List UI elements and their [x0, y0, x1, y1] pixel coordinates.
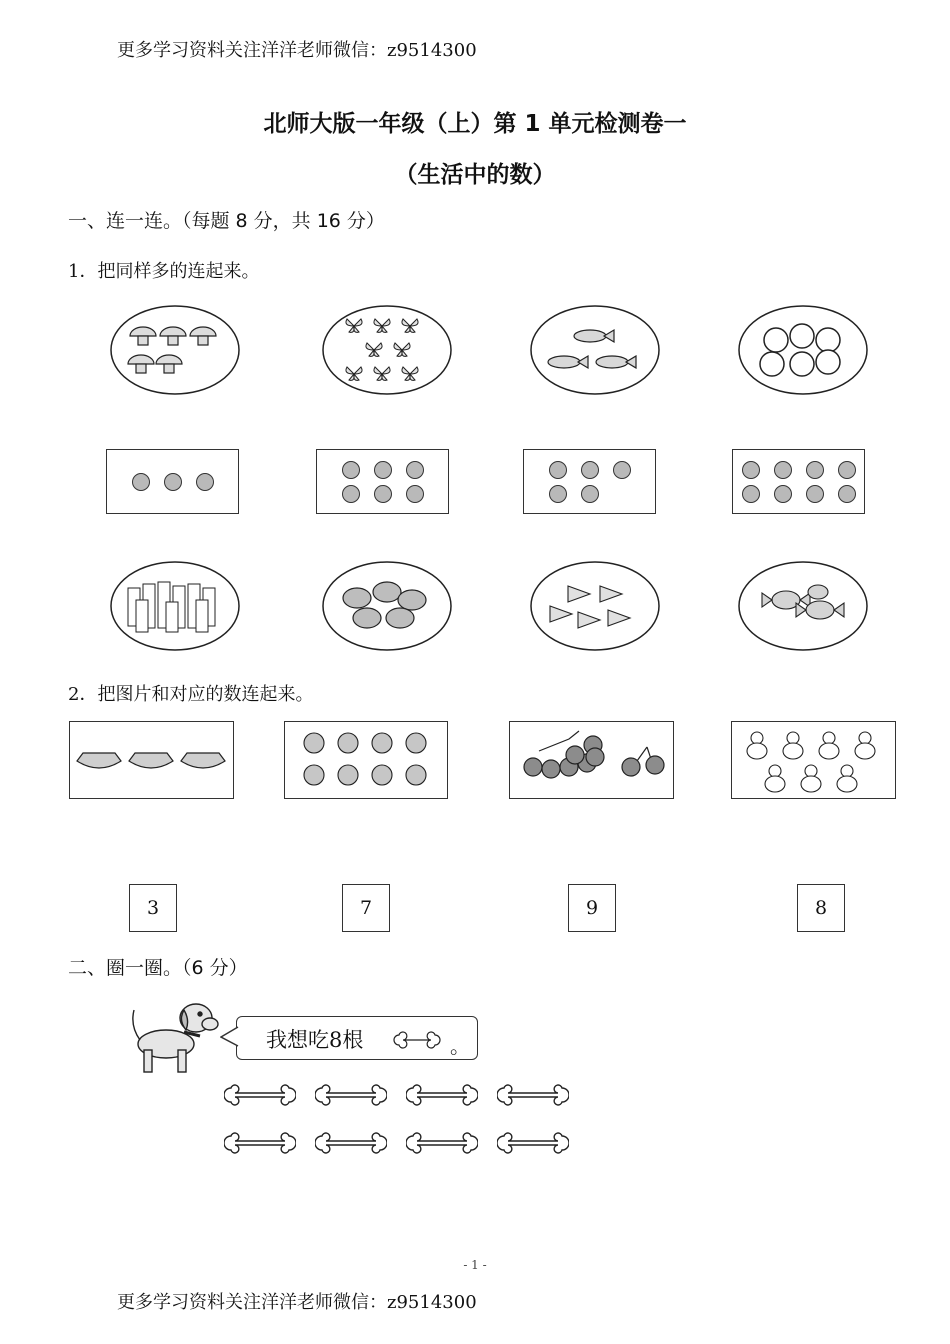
dot-group [342, 461, 424, 503]
number-box[interactable]: 8 [797, 884, 845, 932]
page-number: - 1 - [463, 1258, 487, 1272]
bone-icon[interactable] [497, 1132, 569, 1156]
dot-group [742, 461, 856, 503]
dot [374, 485, 392, 503]
dot [581, 461, 599, 479]
dot [838, 485, 856, 503]
bone-icon[interactable] [315, 1132, 387, 1156]
page-title: 北师大版一年级（上）第 1 单元检测卷一 [263, 111, 687, 137]
grapes-picture-box [509, 721, 674, 799]
bone-icon[interactable] [406, 1084, 478, 1108]
dot-box [732, 449, 865, 514]
number-box[interactable]: 7 [342, 884, 390, 932]
bottles-picture [100, 556, 250, 656]
dog-picture [122, 990, 222, 1078]
dot [196, 473, 214, 491]
peaches-picture-box [284, 721, 448, 799]
question-1-text: 1．把同样多的连起来。 [68, 261, 260, 282]
dot [742, 485, 760, 503]
bone-icon[interactable] [406, 1132, 478, 1156]
dot [549, 485, 567, 503]
dot-group [132, 473, 214, 491]
dot [806, 485, 824, 503]
dot [581, 485, 599, 503]
dot [806, 461, 824, 479]
dot-group [549, 461, 631, 503]
dot [613, 461, 631, 479]
number-box[interactable]: 9 [568, 884, 616, 932]
boats-picture-box [69, 721, 234, 799]
dot [406, 485, 424, 503]
dot-box [523, 449, 656, 514]
dot [342, 485, 360, 503]
dot-box [316, 449, 449, 514]
dot [774, 461, 792, 479]
page-subtitle: （生活中的数） [394, 162, 556, 188]
candies-picture [728, 556, 878, 656]
footer-note: 更多学习资料关注洋洋老师微信：z9514300 [117, 1292, 477, 1313]
question-2-text: 2．把图片和对应的数连起来。 [68, 684, 314, 705]
dot [342, 461, 360, 479]
cakes-picture [520, 556, 670, 656]
potatoes-picture [312, 556, 462, 656]
dot [549, 461, 567, 479]
bone-icon[interactable] [315, 1084, 387, 1108]
bone-icon[interactable] [224, 1084, 296, 1108]
dot-box [106, 449, 239, 514]
tumblers-picture-box [731, 721, 896, 799]
speech-bubble-tail [220, 1026, 240, 1048]
bone-icon[interactable] [224, 1132, 296, 1156]
dot [838, 461, 856, 479]
dot [374, 461, 392, 479]
dot [406, 461, 424, 479]
bones-grid [224, 1084, 584, 1164]
dot [132, 473, 150, 491]
apples-picture [728, 300, 878, 400]
dot [742, 461, 760, 479]
fish-picture [520, 300, 670, 400]
header-note: 更多学习资料关注洋洋老师微信：z9514300 [117, 40, 477, 61]
section-2-heading: 二、圈一圈。（6 分） [68, 957, 248, 979]
bone-icon[interactable] [497, 1084, 569, 1108]
speech-text: 我想吃8根 [266, 1028, 364, 1052]
number-box[interactable]: 3 [129, 884, 177, 932]
dot [164, 473, 182, 491]
dot [774, 485, 792, 503]
bone-icon [392, 1031, 442, 1049]
section-1-heading: 一、连一连。（每题 8 分，共 16 分） [68, 210, 385, 232]
speech-end-mark: 。 [450, 1034, 470, 1058]
mushrooms-picture [100, 300, 250, 400]
butterflies-picture [312, 300, 462, 400]
